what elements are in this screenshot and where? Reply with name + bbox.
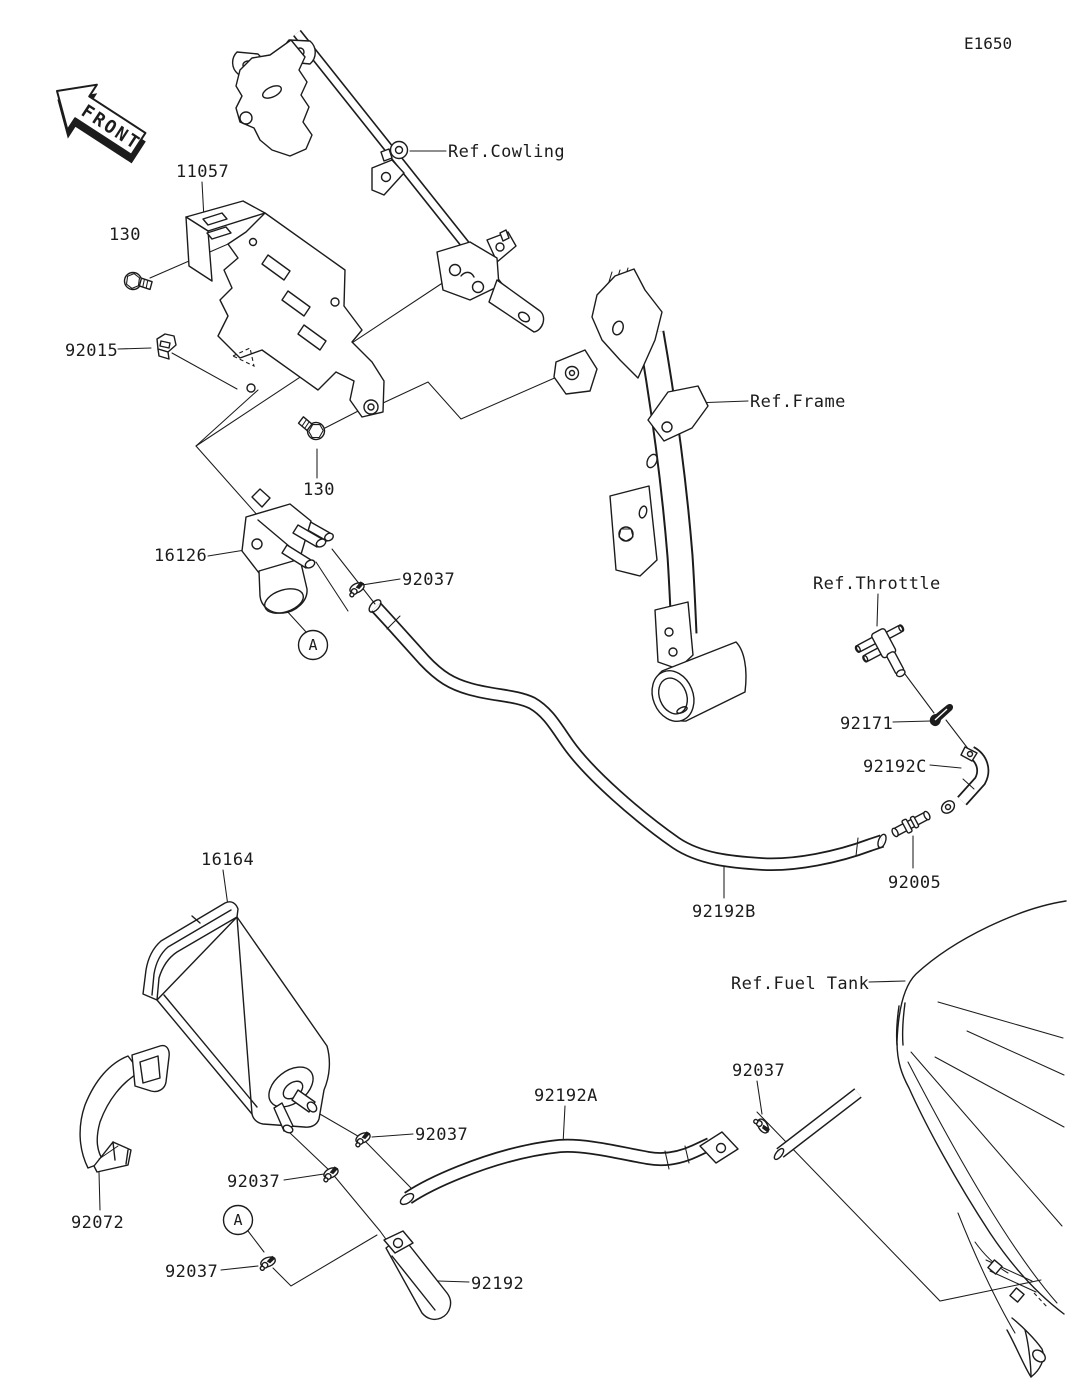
detail-a-label: A bbox=[233, 1211, 243, 1229]
detail-a-marker bbox=[299, 631, 328, 660]
part-label-130: 130 bbox=[109, 225, 141, 245]
diagram-code-label: E1650 bbox=[964, 34, 1013, 53]
fitting-92005 bbox=[890, 808, 933, 840]
bolt-130-top bbox=[123, 271, 153, 292]
part-label-92171: 92171 bbox=[840, 714, 894, 734]
fuel-tank-outline bbox=[897, 901, 1066, 1377]
tank-pipe bbox=[773, 1093, 858, 1161]
canister-16164 bbox=[143, 902, 329, 1134]
part-label-92005: 92005 bbox=[888, 873, 942, 893]
part-label-92037: 92037 bbox=[402, 570, 456, 590]
part-label-130: 130 bbox=[303, 480, 335, 500]
part-label-92037: 92037 bbox=[227, 1172, 281, 1192]
detail-a-label: A bbox=[308, 636, 318, 654]
part-label-92015: 92015 bbox=[65, 341, 119, 361]
part-label-92192B: 92192B bbox=[692, 902, 756, 922]
hose-clamp-92037 bbox=[753, 1116, 771, 1137]
part-label-16126: 16126 bbox=[154, 546, 208, 566]
part-label-92037: 92037 bbox=[165, 1262, 219, 1282]
detail-a-marker bbox=[224, 1206, 253, 1235]
ref-label-throttle: Ref.Throttle bbox=[813, 574, 941, 594]
nut-92015 bbox=[157, 334, 176, 359]
part-label-92192C: 92192C bbox=[863, 757, 927, 777]
part-label-16164: 16164 bbox=[201, 850, 255, 870]
part-label-92037: 92037 bbox=[732, 1061, 786, 1081]
canister-bracket bbox=[218, 213, 384, 417]
part-label-11057: 11057 bbox=[176, 162, 230, 182]
ref-label-fuel-tank: Ref.Fuel Tank bbox=[731, 974, 870, 994]
hose-clamp-92037 bbox=[258, 1255, 279, 1271]
purge-valve-16126 bbox=[242, 489, 335, 618]
strap-92072 bbox=[80, 1046, 169, 1172]
ref-label-frame: Ref.Frame bbox=[750, 392, 846, 412]
part-label-92192A: 92192A bbox=[534, 1086, 598, 1106]
hose-92192B bbox=[367, 598, 888, 865]
part-label-92037: 92037 bbox=[415, 1125, 469, 1145]
bolt-130-mid bbox=[295, 414, 327, 442]
ref-label-cowling: Ref.Cowling bbox=[448, 142, 565, 162]
frame bbox=[554, 268, 746, 728]
throttle-fitting bbox=[853, 620, 923, 689]
front-arrow-icon bbox=[38, 68, 157, 175]
part-label-92192: 92192 bbox=[471, 1274, 525, 1294]
clip-92171 bbox=[930, 704, 953, 726]
part-label-92072: 92072 bbox=[71, 1213, 125, 1233]
hose-clamp-92037 bbox=[352, 1130, 373, 1147]
front-arrow-label: FRONT bbox=[77, 100, 145, 155]
hose-clamp-92037 bbox=[346, 580, 367, 597]
tube-92192 bbox=[384, 1231, 451, 1319]
elbow-pipe-92192C bbox=[939, 747, 983, 816]
